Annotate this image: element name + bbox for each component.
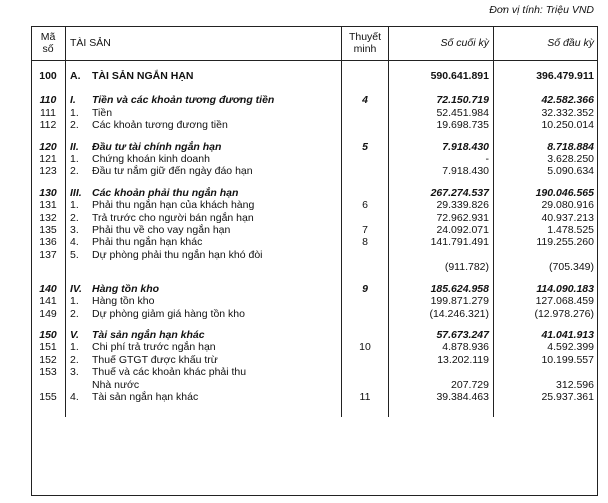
row-label: TÀI SẢN NGẮN HẠN	[92, 70, 194, 82]
row-code: 140	[31, 283, 66, 295]
row-code: 151	[31, 341, 66, 353]
row-end-value: 4.878.936	[389, 341, 494, 353]
row-end-value: 7.918.430	[389, 141, 494, 153]
row-code: 137	[31, 249, 66, 261]
row-label-cell	[66, 379, 342, 391]
row-label-cell	[66, 212, 342, 224]
row-label-cell	[66, 354, 342, 366]
row-number: 2.	[70, 307, 79, 320]
row-code: 100	[31, 70, 66, 82]
row-code: 150	[31, 329, 66, 341]
row-label: Dự phòng phải thu ngắn hạn khó đòi	[92, 248, 263, 261]
row-number: V.	[70, 328, 79, 341]
row-number: 2.	[70, 211, 79, 224]
header-code-line1: Mã	[40, 31, 56, 43]
row-end-value: 590.641.891	[389, 70, 494, 82]
row-code: 132	[31, 212, 66, 224]
row-begin-value: 4.592.399	[547, 341, 594, 354]
row-label: Nhà nước	[92, 378, 140, 391]
row-number: II.	[70, 140, 79, 153]
row-code: 135	[31, 224, 66, 236]
table-row	[31, 187, 598, 199]
table-row	[31, 119, 598, 131]
spacer-row	[31, 82, 598, 94]
row-begin-value: (12.978.276)	[534, 307, 594, 320]
row-begin-value: 3.628.250	[547, 153, 594, 166]
row-end-value	[389, 366, 494, 378]
row-note	[342, 261, 389, 273]
row-label-cell	[66, 329, 342, 341]
row-code: 155	[31, 391, 66, 417]
row-note	[342, 107, 389, 119]
row-code: 130	[31, 187, 66, 199]
spacer-row	[31, 61, 598, 71]
row-number: 1.	[70, 106, 79, 119]
row-note	[342, 119, 389, 131]
header-note-line2: minh	[353, 43, 377, 55]
row-label-cell	[66, 295, 342, 307]
row-note	[342, 354, 389, 366]
row-number: 1.	[70, 153, 79, 166]
row-label: Các khoản phải thu ngắn hạn	[92, 186, 239, 199]
row-number: 4.	[70, 390, 79, 403]
row-end-value: 52.451.984	[389, 107, 494, 119]
row-number: I.	[70, 94, 76, 107]
row-label-cell	[66, 341, 342, 353]
row-note	[342, 366, 389, 378]
row-end-value: 19.698.735	[389, 119, 494, 131]
row-note	[342, 165, 389, 177]
row-number: 3.	[70, 224, 79, 237]
table-row	[31, 366, 598, 378]
row-number: III.	[70, 186, 82, 199]
row-label-cell	[66, 165, 342, 177]
row-begin-value: 119.255.260	[536, 236, 594, 249]
row-number: 3.	[70, 366, 79, 379]
table-row	[31, 261, 598, 273]
row-begin-value: 25.937.361	[541, 390, 594, 403]
header-note	[342, 26, 389, 61]
row-label-cell	[66, 153, 342, 165]
row-begin-value: 312.596	[556, 378, 594, 391]
row-end-value: 199.871.279	[389, 295, 494, 307]
row-code: 149	[31, 308, 66, 320]
table-row	[31, 295, 598, 307]
row-code: 121	[31, 153, 66, 165]
row-label-cell	[66, 366, 342, 378]
row-end-value: 57.673.247	[389, 329, 494, 341]
row-begin-value: 41.041.913	[541, 328, 594, 341]
row-code: 136	[31, 236, 66, 248]
table-row	[31, 70, 598, 82]
row-note	[342, 153, 389, 165]
row-begin-value: 10.250.014	[541, 119, 594, 132]
row-note	[342, 212, 389, 224]
header-note-line1: Thuyết	[348, 31, 382, 43]
row-number: 4.	[70, 236, 79, 249]
row-label-cell	[66, 199, 342, 211]
row-begin-value: 40.937.213	[541, 211, 594, 224]
row-label: Phải thu ngắn hạn của khách hàng	[92, 199, 255, 212]
table-row	[31, 391, 598, 417]
row-note	[342, 249, 389, 261]
row-begin-value	[494, 366, 599, 378]
row-label: Tiền	[92, 106, 113, 119]
row-label: Thuế và các khoản khác phải thu	[92, 366, 247, 379]
row-end-value: (14.246.321)	[389, 308, 494, 320]
spacer-row	[31, 320, 598, 329]
header-begin-period: Số đầu kỳ	[494, 26, 599, 61]
row-label: Thuế GTGT được khấu trừ	[92, 353, 218, 366]
row-note: 5	[342, 141, 389, 153]
row-code: 120	[31, 141, 66, 153]
row-number: 2.	[70, 165, 79, 178]
row-begin-value: 114.090.183	[536, 282, 594, 295]
row-number: 2.	[70, 353, 79, 366]
row-code: 153	[31, 366, 66, 378]
row-label: Chứng khoán kinh doanh	[92, 153, 210, 166]
row-label: Chi phí trả trước ngắn hạn	[92, 341, 216, 354]
row-number: 2.	[70, 119, 79, 132]
table-row	[31, 94, 598, 106]
row-end-value: -	[389, 153, 494, 165]
row-note: 11	[342, 391, 389, 417]
table-row	[31, 236, 598, 248]
row-label-cell	[66, 119, 342, 131]
row-code	[31, 379, 66, 391]
spacer-row	[31, 274, 598, 283]
row-label-cell	[66, 70, 342, 82]
table-row	[31, 283, 598, 295]
row-label-cell	[66, 283, 342, 295]
row-note	[342, 70, 389, 82]
row-begin-value: 190.046.565	[535, 186, 594, 199]
header-code	[31, 26, 66, 61]
row-label-cell	[66, 141, 342, 153]
row-end-value: (911.782)	[389, 261, 494, 273]
row-note: 4	[342, 94, 389, 106]
row-label: Tài sản ngắn hạn khác	[92, 390, 199, 403]
header-code-line2: số	[42, 43, 54, 55]
row-end-value: 185.624.958	[389, 283, 494, 295]
balance-sheet-table	[31, 26, 598, 417]
row-label-cell	[66, 236, 342, 248]
row-label-cell	[66, 249, 342, 261]
row-begin-value	[494, 249, 599, 261]
row-label-cell	[66, 261, 342, 273]
table-row	[31, 212, 598, 224]
row-label-cell	[66, 107, 342, 119]
row-code: 141	[31, 295, 66, 307]
row-note: 8	[342, 236, 389, 248]
row-note	[342, 187, 389, 199]
row-note	[342, 379, 389, 391]
row-begin-value: 8.718.884	[547, 140, 594, 153]
row-number: 1.	[70, 295, 79, 308]
row-label: Trả trước cho người bán ngắn hạn	[92, 211, 254, 224]
row-code: 123	[31, 165, 66, 177]
row-number: A.	[70, 70, 81, 82]
row-end-value: 39.384.463	[389, 391, 494, 417]
row-label: Tiền và các khoản tương đương tiền	[92, 94, 275, 107]
row-begin-value: (705.349)	[549, 261, 594, 274]
table-row	[31, 224, 598, 236]
row-label: Phải thu ngắn hạn khác	[92, 236, 203, 249]
row-note: 10	[342, 341, 389, 353]
row-label: Tài sản ngắn hạn khác	[92, 328, 205, 341]
row-note: 6	[342, 199, 389, 211]
row-note	[342, 295, 389, 307]
row-code	[31, 261, 66, 273]
row-note: 9	[342, 283, 389, 295]
row-end-value: 141.791.491	[389, 236, 494, 248]
row-label: Hàng tồn kho	[92, 282, 160, 295]
row-label: Đầu tư tài chính ngắn hạn	[92, 140, 222, 153]
row-end-value: 207.729	[389, 379, 494, 391]
row-label: Đầu tư nắm giữ đến ngày đáo hạn	[92, 165, 253, 178]
row-begin-value: 396.479.911	[536, 70, 594, 82]
row-end-value: 7.918.430	[389, 165, 494, 177]
row-note	[342, 308, 389, 320]
row-label: Phải thu về cho vay ngắn hạn	[92, 224, 231, 237]
row-begin-value: 127.068.459	[535, 295, 594, 308]
table-row	[31, 329, 598, 341]
table-header-row	[31, 26, 598, 61]
row-code: 131	[31, 199, 66, 211]
table-row	[31, 354, 598, 366]
row-end-value: 13.202.119	[389, 354, 494, 366]
table-row	[31, 165, 598, 177]
row-code: 152	[31, 354, 66, 366]
row-end-value: 267.274.537	[389, 187, 494, 199]
row-begin-value: 32.332.352	[541, 106, 594, 119]
table-row	[31, 153, 598, 165]
spacer-row	[31, 178, 598, 187]
row-code: 110	[31, 94, 66, 106]
row-label: Dự phòng giảm giá hàng tồn kho	[92, 307, 245, 320]
row-number: 1.	[70, 341, 79, 354]
table-row	[31, 141, 598, 153]
row-end-value: 72.150.719	[389, 94, 494, 106]
row-label-cell	[66, 391, 342, 417]
table-row	[31, 308, 598, 320]
row-number: 5.	[70, 248, 79, 261]
table-row	[31, 379, 598, 391]
row-begin-value: 42.582.366	[541, 94, 594, 107]
row-note	[342, 329, 389, 341]
row-label-cell	[66, 94, 342, 106]
row-end-value: 24.092.071	[389, 224, 494, 236]
row-label-cell	[66, 187, 342, 199]
header-end-period: Số cuối kỳ	[389, 26, 494, 61]
row-label-cell	[66, 308, 342, 320]
row-label: Hàng tồn kho	[92, 295, 155, 308]
table-row	[31, 249, 598, 261]
row-begin-value: 1.478.525	[547, 224, 594, 237]
row-label: Các khoản tương đương tiền	[92, 119, 228, 132]
table-row	[31, 199, 598, 211]
row-code: 111	[31, 107, 66, 119]
row-code: 112	[31, 119, 66, 131]
row-note: 7	[342, 224, 389, 236]
row-end-value: 72.962.931	[389, 212, 494, 224]
row-label-cell	[66, 224, 342, 236]
table-row	[31, 341, 598, 353]
spacer-row	[31, 132, 598, 141]
row-number: 1.	[70, 199, 79, 212]
row-end-value: 29.339.826	[389, 199, 494, 211]
row-number: IV.	[70, 282, 82, 295]
unit-label: Đơn vị tính: Triệu VND	[489, 4, 594, 16]
row-end-value	[389, 249, 494, 261]
row-begin-value: 5.090.634	[547, 165, 594, 178]
table-body	[31, 61, 598, 417]
row-begin-value: 10.199.557	[541, 353, 594, 366]
table-row	[31, 107, 598, 119]
row-begin-value: 29.080.916	[541, 199, 594, 212]
header-name: TÀI SẢN	[66, 26, 342, 61]
